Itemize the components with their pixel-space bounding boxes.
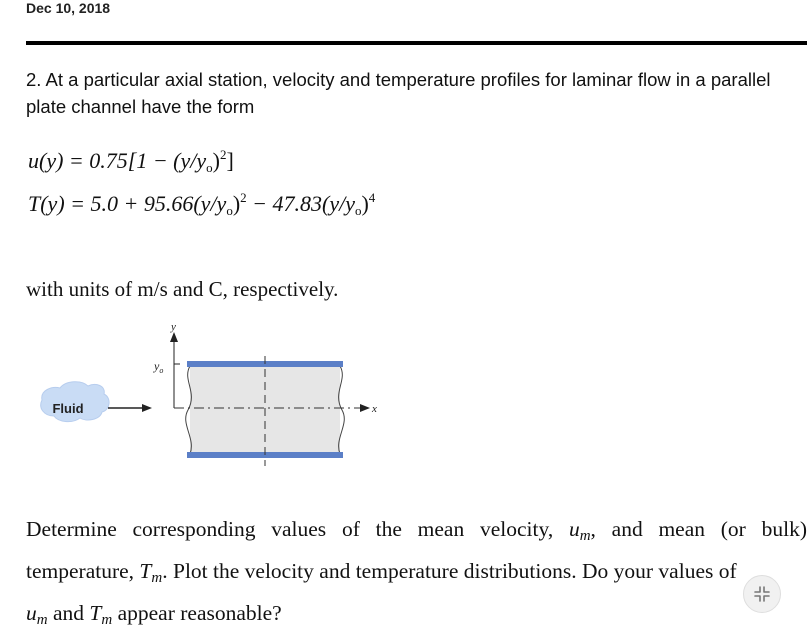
task-line-1 xyxy=(26,512,807,554)
word: of xyxy=(341,517,360,541)
temperature-equation-mid: − 47.83(y/y xyxy=(246,191,355,216)
divider xyxy=(26,41,807,45)
temperature-equation: $T(y) = 5.0 + 95.66(y/y_o)^2 - 47.83(y/y_o)^4$ xyxy=(28,190,376,218)
word: velocity, xyxy=(479,517,554,541)
word: mean xyxy=(417,517,465,541)
word: mean xyxy=(658,517,706,541)
y-axis-label: y xyxy=(171,321,176,333)
velocity-equation-sup: 2 xyxy=(219,147,227,162)
temperature-equation-sup1: 2 xyxy=(240,190,247,205)
collapse-button[interactable] xyxy=(743,575,781,613)
word: and xyxy=(611,517,643,541)
task-line-2: temperature, $T_m$. Plot the velocity and temperature distributions. Do your values of xyxy=(26,559,737,586)
temperature-equation-lhs: T(y) = 5.0 + 95.66(y/y xyxy=(28,191,227,216)
temperature-equation-sub1: o xyxy=(226,203,233,218)
velocity-equation-lhs: u(y) = 0.75[1 − (y/y xyxy=(28,148,207,173)
y-axis-head xyxy=(170,332,178,342)
x-axis-head xyxy=(360,404,370,412)
units-text: with units of m/s and C, respectively. xyxy=(26,277,339,301)
task-paragraph xyxy=(26,512,807,638)
word: bulk) xyxy=(761,517,807,541)
word: the xyxy=(375,517,402,541)
word-um: $u_m$, xyxy=(568,517,596,544)
date-label: Dec 10, 2018 xyxy=(26,0,111,16)
y0-label xyxy=(153,359,163,375)
velocity-equation-tail: ] xyxy=(226,148,234,173)
x-axis-label: x xyxy=(372,403,377,415)
y0-label-main: y xyxy=(154,359,160,373)
velocity-equation-sub: o xyxy=(206,160,213,175)
flow-arrow-head xyxy=(142,404,152,412)
y0-label-sub: o xyxy=(159,366,164,375)
word: values xyxy=(271,517,327,541)
temperature-equation-sub2: o xyxy=(354,203,362,218)
channel-diagram xyxy=(30,320,390,480)
fluid-label: Fluid xyxy=(52,401,84,416)
temperature-equation-sup2: 4 xyxy=(368,190,376,205)
word: (or xyxy=(720,517,746,541)
word: Determine xyxy=(26,517,117,541)
word: corresponding xyxy=(132,517,256,541)
question-text: 2. At a particular axial station, velocity and temperature profiles for laminar flow in a parallel plate channel have the form xyxy=(26,69,771,117)
task-line-3: $u_m$ and $T_m$ appear reasonable? xyxy=(26,601,282,628)
collapse-arrows-icon xyxy=(753,585,771,603)
velocity-equation: $u(y) = 0.75[1 - (y/y_o)^2]$ xyxy=(28,147,234,175)
